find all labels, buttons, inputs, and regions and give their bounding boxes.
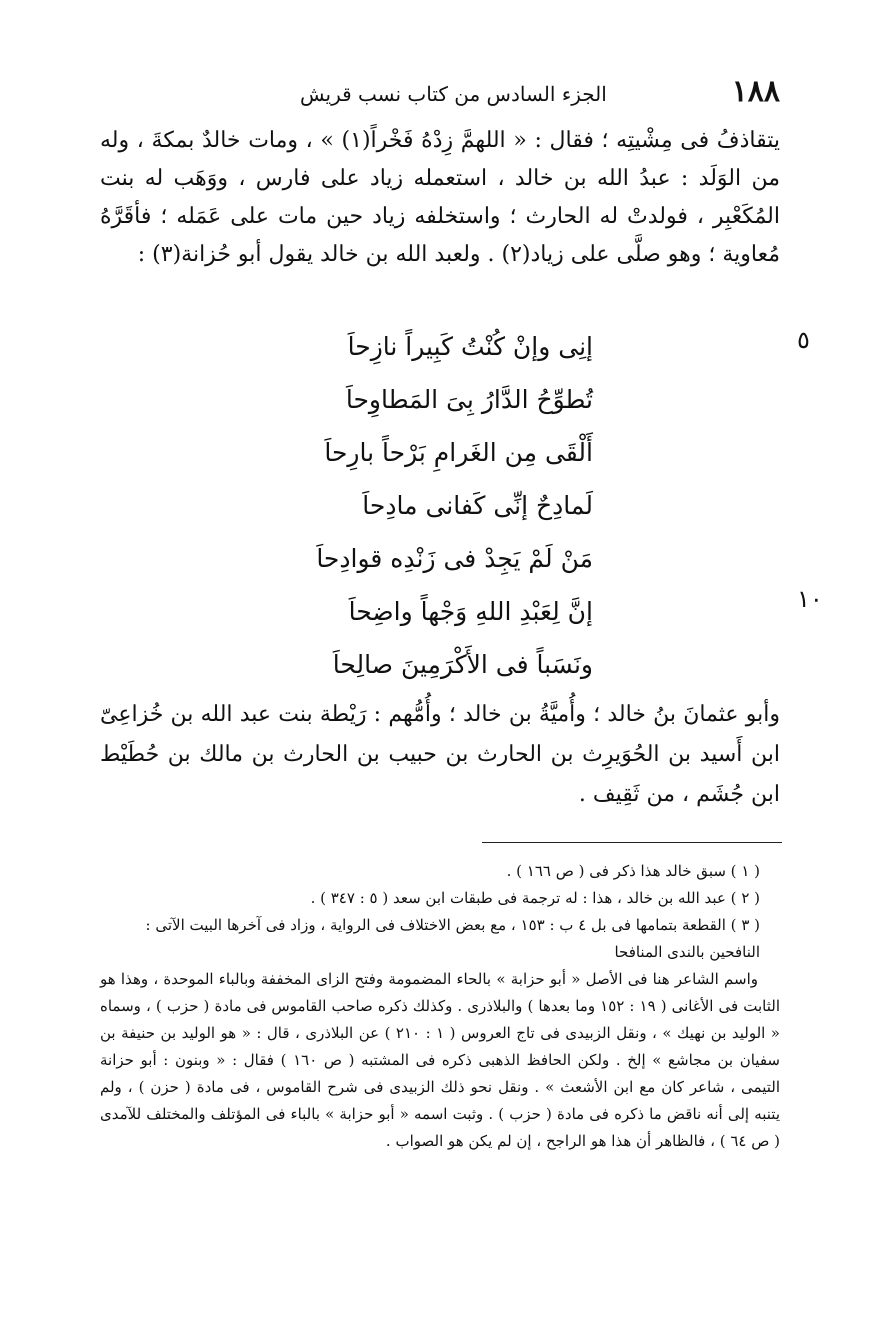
footnote-3: ( ٣ ) القطعة بتمامها فى بل ٤ ب : ١٥٣ ، مع بعض الاختلاف فى الرواية ، وزاد فى آخرها البيت الآتى : النافحين بالندى المنافحا <box>145 916 760 961</box>
paragraph-text: وأبو عثمانَ بنُ خالد ؛ وأُميَّةُ بن خالد ؛ وأُمُّهم : رَيْطة بنت عبد الله بن خُزاعِىّ ابن أَسيد بن الحُوَيرِث بن الحارث بن حبيب بن الحارث بن مالك بن حُطَيْط ابن جُشَم ، من ثَقِيف . <box>100 702 780 807</box>
poem-verse: إنِى وإنْ كُنْتُ كَبِيراً نازِحاَ <box>347 332 593 361</box>
paragraph-text: يتقاذفُ فى مِشْيتِه ؛ فقال : « اللهمَّ زِدْهُ فَخْراً(١) » ، ومات خالدٌ بمكةَ ، وله من الوَلَد : عبدُ الله بن خالد ، استعمله زياد على فارس ، ووَهَب له بنت المُكَعْبِر ، فولدتْ له الحارث ؛ واستخلفه زياد حين مات على عَمَله ؛ فأقَرَّهُ مُعاوية ؛ وهو صلَّى على زياد(٢) . ولعبد الله بن خالد يقول أبو حُزانة(٣) : <box>100 128 780 267</box>
page-number: ١٨٨ <box>731 74 780 109</box>
poem-verse: ونَسَباً فى الأَكْرَمِينَ صالِحاَ <box>332 650 593 679</box>
second-paragraph <box>100 695 780 815</box>
line-number-marker: ١٠ <box>797 585 823 613</box>
footnote-3-continuation: واسم الشاعر هنا فى الأصل « أبو حزابة » بالحاء المضمومة وفتح الزاى المخففة وبالباء الموحدة ، وهذا هو الثابت فى الأغانى ( ١٩ : ١٥٢ وما بعدها ) والبلاذرى . وكذلك ذكره صاحب القاموس فى مادة ( حزب ) ، وسماه « الوليد بن نهيك » ، ونقل الزبيدى فى تاج العروس ( ١ : ٢١٠ ) عن البلاذرى ، قال : « هو الوليد بن حنيفة بن سفيان بن مجاشع » إلخ . ولكن الحافظ الذهبى ذكره فى المشتبه ( ص ١٦٠ ) فقال : « وبنون : أبو حزانة التيمى ، شاعر كان مع ابن الأشعث » . ونقل نحو ذلك الزبيدى فى شرح القاموس ، فى مادة ( حزن ) ، ولم يتنبه إلى أنه ناقض ما ذكره فى مادة ( حزب ) . وثبت اسمه « أبو حزابة » بالباء فى المؤتلف والمختلف للآمدى ( ص ٦٤ ) ، فالظاهر أن هذا هو الراجح ، إن لم يكن هو الصواب . <box>100 970 780 1150</box>
line-number-marker: ٥ <box>797 326 810 354</box>
footnotes <box>100 858 780 1155</box>
footnote-2: ( ٢ ) عبد الله بن خالد ، هذا : له ترجمة فى طبقات ابن سعد ( ٥ : ٣٤٧ ) . <box>310 889 760 907</box>
main-paragraph <box>100 122 780 274</box>
poem-verse: لَمادِحٌ إنِّى كَفانى مادِحاَ <box>362 491 593 520</box>
running-title: الجزء السادس من كتاب نسب قريش <box>300 82 607 106</box>
poem-verse: أَلْقَى مِن الغَرامِ بَرْحاً بارِحاَ <box>324 438 593 467</box>
poem-verse: تُطوِّحُ الدَّارُ بِىَ المَطاوِحاَ <box>345 385 593 414</box>
footnote-1: ( ١ ) سبق خالد هذا ذكر فى ( ص ١٦٦ ) . <box>506 862 760 880</box>
footnote-divider <box>482 842 782 843</box>
poem-block <box>263 320 593 691</box>
poem-verse: مَنْ لَمْ يَجِدْ فى زَنْدِه قوادِحاَ <box>316 544 593 573</box>
page-header <box>100 74 780 114</box>
poem-verse: إنَّ لِعَبْدِ اللهِ وَجْهاً واضِحاَ <box>348 597 593 626</box>
